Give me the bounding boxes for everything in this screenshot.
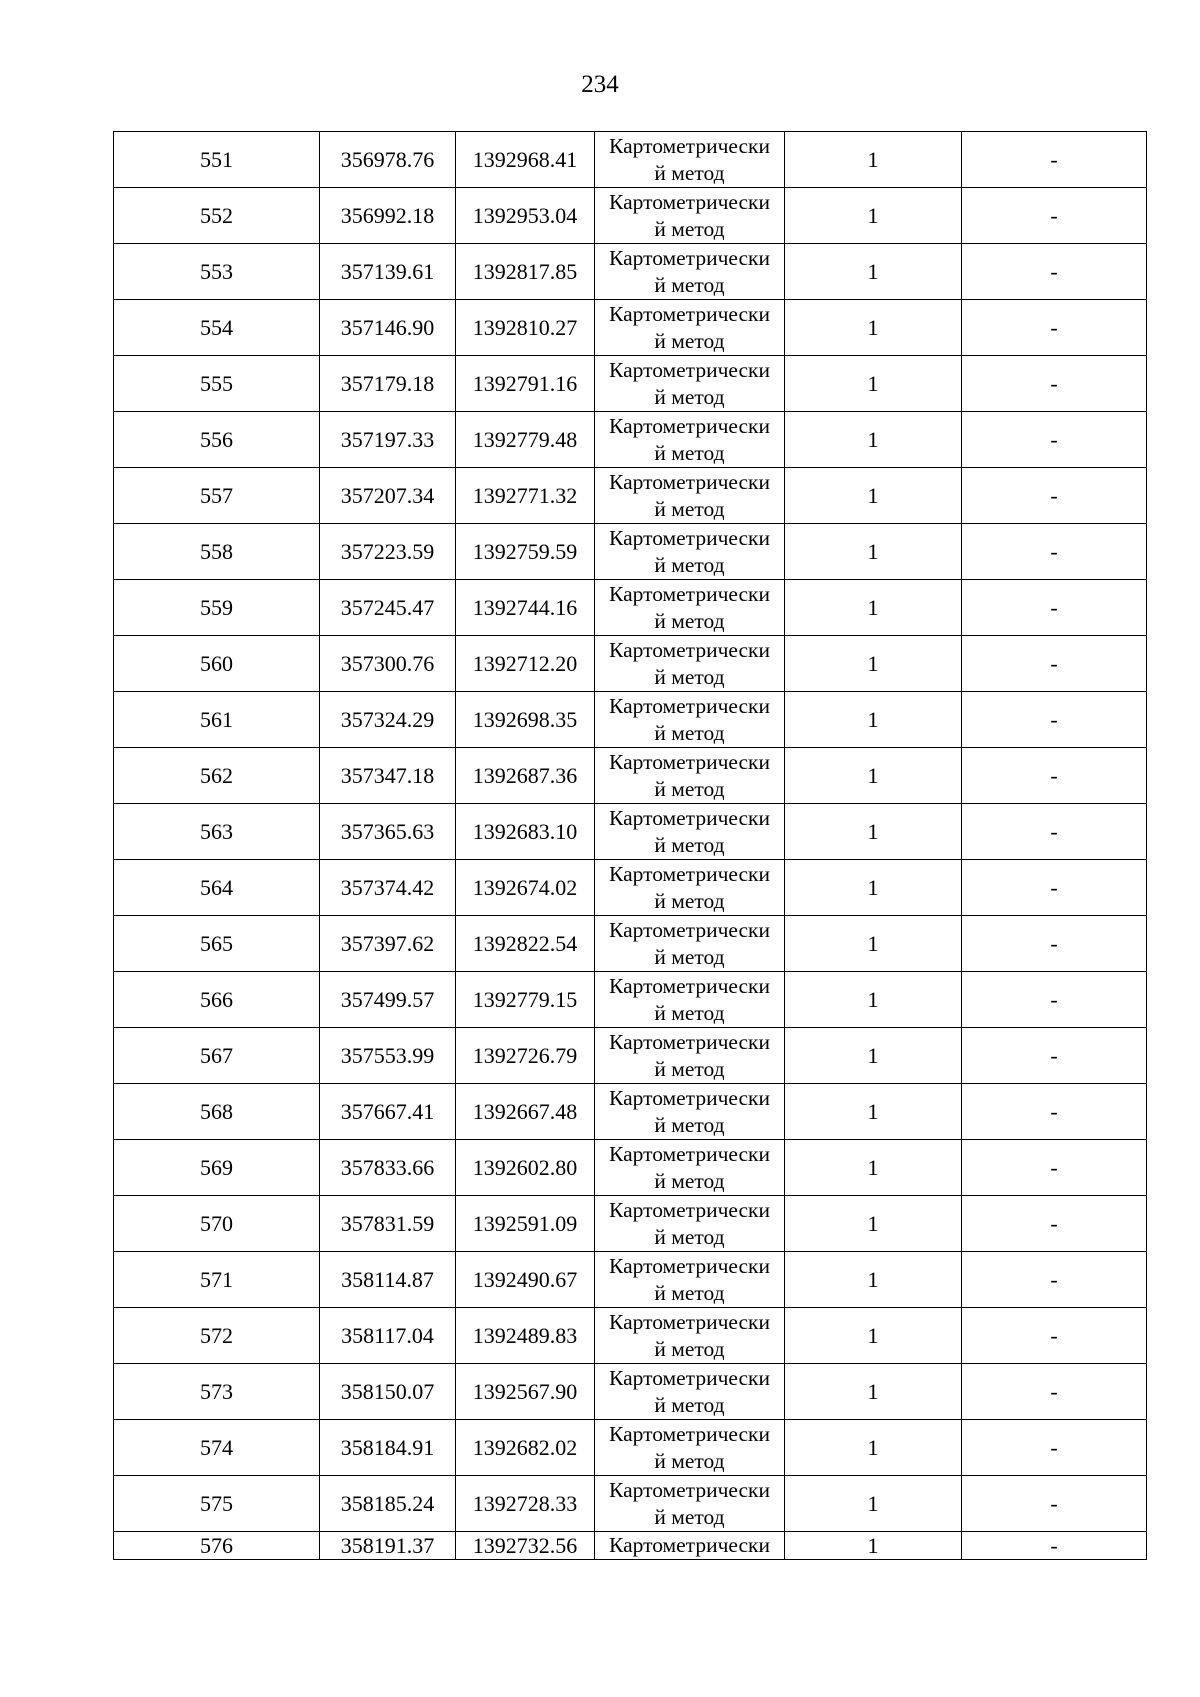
note-cell: -: [962, 692, 1147, 748]
method-text-line: й метод: [654, 1336, 725, 1361]
method-text-line: Картометрически: [609, 469, 770, 494]
method-cell: [595, 1476, 785, 1532]
accuracy-cell: 1: [785, 804, 962, 860]
method-text-line: й метод: [654, 1392, 725, 1417]
method-text-line: й метод: [654, 832, 725, 857]
y-coordinate-cell: 1392779.48: [456, 412, 595, 468]
x-coordinate-cell: 357223.59: [320, 524, 456, 580]
point-number-cell: 566: [114, 972, 320, 1028]
table-row: [114, 132, 1147, 188]
method-cell: [595, 188, 785, 244]
x-coordinate-cell: 358191.37: [320, 1532, 456, 1560]
method-text-line: Картометрически: [609, 973, 770, 998]
method-cell: [595, 1308, 785, 1364]
method-text-line: Картометрически: [609, 1141, 770, 1166]
table-row: [114, 1140, 1147, 1196]
note-cell: -: [962, 300, 1147, 356]
method-text-line: й метод: [654, 1280, 725, 1305]
table-row: [114, 1364, 1147, 1420]
method-cell: [595, 524, 785, 580]
table-row: [114, 412, 1147, 468]
y-coordinate-cell: 1392674.02: [456, 860, 595, 916]
table-row: [114, 468, 1147, 524]
method-text-line: Картометрически: [609, 1253, 770, 1278]
method-cell: [595, 356, 785, 412]
accuracy-cell: 1: [785, 1028, 962, 1084]
method-cell: [595, 748, 785, 804]
method-text-line: Картометрически: [609, 861, 770, 886]
y-coordinate-cell: 1392791.16: [456, 356, 595, 412]
method-text-line: Картометрически: [609, 1309, 770, 1334]
x-coordinate-cell: 357179.18: [320, 356, 456, 412]
method-text-line: й метод: [654, 384, 725, 409]
accuracy-cell: 1: [785, 300, 962, 356]
y-coordinate-cell: 1392698.35: [456, 692, 595, 748]
table-row: [114, 748, 1147, 804]
method-cell: [595, 244, 785, 300]
point-number-cell: 568: [114, 1084, 320, 1140]
method-text-line: й метод: [654, 1168, 725, 1193]
y-coordinate-cell: 1392712.20: [456, 636, 595, 692]
accuracy-cell: 1: [785, 468, 962, 524]
x-coordinate-cell: 356978.76: [320, 132, 456, 188]
method-text-line: Картометрически: [609, 1477, 770, 1502]
table-row: [114, 1084, 1147, 1140]
point-number-cell: 551: [114, 132, 320, 188]
y-coordinate-cell: 1392968.41: [456, 132, 595, 188]
method-cell: [595, 692, 785, 748]
x-coordinate-cell: 357499.57: [320, 972, 456, 1028]
method-text-line: Картометрически: [609, 1421, 770, 1446]
note-cell: -: [962, 1476, 1147, 1532]
method-cell: [595, 972, 785, 1028]
note-cell: -: [962, 188, 1147, 244]
method-text-line: Картометрически: [609, 245, 770, 270]
table-row: [114, 1420, 1147, 1476]
note-cell: -: [962, 1084, 1147, 1140]
y-coordinate-cell: 1392490.67: [456, 1252, 595, 1308]
method-text-line: Картометрически: [609, 637, 770, 662]
x-coordinate-cell: 357197.33: [320, 412, 456, 468]
table-row: [114, 1196, 1147, 1252]
table-row: [114, 1532, 1147, 1560]
method-cell: [595, 468, 785, 524]
y-coordinate-cell: 1392817.85: [456, 244, 595, 300]
method-cell: [595, 412, 785, 468]
x-coordinate-cell: 357553.99: [320, 1028, 456, 1084]
table-row: [114, 804, 1147, 860]
x-coordinate-cell: 357831.59: [320, 1196, 456, 1252]
point-number-cell: 559: [114, 580, 320, 636]
y-coordinate-cell: 1392687.36: [456, 748, 595, 804]
accuracy-cell: 1: [785, 860, 962, 916]
method-text-line: й метод: [654, 608, 725, 633]
method-cell: [595, 580, 785, 636]
point-number-cell: 570: [114, 1196, 320, 1252]
accuracy-cell: 1: [785, 748, 962, 804]
y-coordinate-cell: 1392683.10: [456, 804, 595, 860]
x-coordinate-cell: 357146.90: [320, 300, 456, 356]
point-number-cell: 565: [114, 916, 320, 972]
point-number-cell: 555: [114, 356, 320, 412]
method-cell: [595, 1028, 785, 1084]
x-coordinate-cell: 357365.63: [320, 804, 456, 860]
accuracy-cell: 1: [785, 1252, 962, 1308]
method-text-line: Картометрически: [609, 413, 770, 438]
accuracy-cell: 1: [785, 1196, 962, 1252]
note-cell: -: [962, 580, 1147, 636]
note-cell: -: [962, 916, 1147, 972]
note-cell: -: [962, 356, 1147, 412]
point-number-cell: 556: [114, 412, 320, 468]
y-coordinate-cell: 1392744.16: [456, 580, 595, 636]
x-coordinate-cell: 357324.29: [320, 692, 456, 748]
method-text-line: й метод: [654, 1224, 725, 1249]
table-row: [114, 1028, 1147, 1084]
x-coordinate-cell: 356992.18: [320, 188, 456, 244]
method-text-line: Картометрически: [609, 1085, 770, 1110]
method-text-line: й метод: [654, 888, 725, 913]
point-number-cell: 552: [114, 188, 320, 244]
table-row: [114, 244, 1147, 300]
method-text-line: й метод: [654, 216, 725, 241]
note-cell: -: [962, 524, 1147, 580]
accuracy-cell: 1: [785, 1364, 962, 1420]
accuracy-cell: 1: [785, 972, 962, 1028]
note-cell: -: [962, 468, 1147, 524]
point-number-cell: 562: [114, 748, 320, 804]
note-cell: -: [962, 132, 1147, 188]
accuracy-cell: 1: [785, 1084, 962, 1140]
table-row: [114, 188, 1147, 244]
y-coordinate-cell: 1392726.79: [456, 1028, 595, 1084]
point-number-cell: 557: [114, 468, 320, 524]
method-cell: [595, 1196, 785, 1252]
method-text-line: Картометрически: [609, 1365, 770, 1390]
accuracy-cell: 1: [785, 1140, 962, 1196]
table-row: [114, 692, 1147, 748]
method-text-line: Картометрически: [609, 301, 770, 326]
accuracy-cell: 1: [785, 524, 962, 580]
table-row: [114, 356, 1147, 412]
method-text-line: Картометрически: [609, 525, 770, 550]
x-coordinate-cell: 357207.34: [320, 468, 456, 524]
x-coordinate-cell: 357300.76: [320, 636, 456, 692]
accuracy-cell: 1: [785, 580, 962, 636]
x-coordinate-cell: 358184.91: [320, 1420, 456, 1476]
table-row: [114, 300, 1147, 356]
accuracy-cell: 1: [785, 1308, 962, 1364]
method-text-line: й метод: [654, 272, 725, 297]
method-text-line: Картометрически: [609, 749, 770, 774]
note-cell: -: [962, 412, 1147, 468]
note-cell: -: [962, 748, 1147, 804]
x-coordinate-cell: 358150.07: [320, 1364, 456, 1420]
point-number-cell: 560: [114, 636, 320, 692]
method-cell: [595, 300, 785, 356]
method-text-line: Картометрически: [609, 917, 770, 942]
method-cell: [595, 1252, 785, 1308]
method-text-line: Картометрически: [609, 1029, 770, 1054]
y-coordinate-cell: 1392489.83: [456, 1308, 595, 1364]
coordinates-table: [113, 131, 1147, 1560]
accuracy-cell: 1: [785, 244, 962, 300]
table-row: [114, 972, 1147, 1028]
table-row: [114, 524, 1147, 580]
method-text-line: й метод: [654, 496, 725, 521]
x-coordinate-cell: 358117.04: [320, 1308, 456, 1364]
method-cell: [595, 916, 785, 972]
method-text-line: й метод: [654, 1504, 725, 1529]
point-number-cell: 576: [114, 1532, 320, 1560]
x-coordinate-cell: 358114.87: [320, 1252, 456, 1308]
method-text-line: й метод: [654, 1112, 725, 1137]
table-row: [114, 916, 1147, 972]
accuracy-cell: 1: [785, 1532, 962, 1560]
x-coordinate-cell: 358185.24: [320, 1476, 456, 1532]
accuracy-cell: 1: [785, 916, 962, 972]
method-cell: [595, 636, 785, 692]
x-coordinate-cell: 357139.61: [320, 244, 456, 300]
x-coordinate-cell: 357397.62: [320, 916, 456, 972]
method-text-line: Картометрически: [609, 133, 770, 158]
y-coordinate-cell: 1392667.48: [456, 1084, 595, 1140]
accuracy-cell: 1: [785, 132, 962, 188]
note-cell: -: [962, 636, 1147, 692]
x-coordinate-cell: 357667.41: [320, 1084, 456, 1140]
method-cell: [595, 1532, 785, 1560]
y-coordinate-cell: 1392732.56: [456, 1532, 595, 1560]
note-cell: -: [962, 972, 1147, 1028]
note-cell: -: [962, 1252, 1147, 1308]
y-coordinate-cell: 1392771.32: [456, 468, 595, 524]
y-coordinate-cell: 1392779.15: [456, 972, 595, 1028]
method-text-line: й метод: [654, 440, 725, 465]
accuracy-cell: 1: [785, 636, 962, 692]
x-coordinate-cell: 357347.18: [320, 748, 456, 804]
note-cell: -: [962, 1028, 1147, 1084]
method-text-line: й метод: [654, 1000, 725, 1025]
y-coordinate-cell: 1392810.27: [456, 300, 595, 356]
note-cell: -: [962, 1140, 1147, 1196]
method-text-line: й метод: [654, 776, 725, 801]
note-cell: -: [962, 1532, 1147, 1560]
point-number-cell: 569: [114, 1140, 320, 1196]
table-row: [114, 1252, 1147, 1308]
method-text-line: Картометрически: [609, 693, 770, 718]
page-number: 234: [581, 71, 619, 98]
y-coordinate-cell: 1392759.59: [456, 524, 595, 580]
table-row: [114, 1476, 1147, 1532]
table-row: [114, 1308, 1147, 1364]
point-number-cell: 564: [114, 860, 320, 916]
method-cell: [595, 1084, 785, 1140]
point-number-cell: 563: [114, 804, 320, 860]
coordinates-table-body: [114, 132, 1147, 1560]
note-cell: -: [962, 860, 1147, 916]
accuracy-cell: 1: [785, 1476, 962, 1532]
table-row: [114, 636, 1147, 692]
point-number-cell: 572: [114, 1308, 320, 1364]
table-row: [114, 580, 1147, 636]
point-number-cell: 554: [114, 300, 320, 356]
method-text-line: й метод: [654, 552, 725, 577]
note-cell: -: [962, 1308, 1147, 1364]
y-coordinate-cell: 1392728.33: [456, 1476, 595, 1532]
method-cell: [595, 1364, 785, 1420]
y-coordinate-cell: 1392822.54: [456, 916, 595, 972]
x-coordinate-cell: 357833.66: [320, 1140, 456, 1196]
method-text-line: й метод: [654, 944, 725, 969]
accuracy-cell: 1: [785, 412, 962, 468]
point-number-cell: 561: [114, 692, 320, 748]
point-number-cell: 567: [114, 1028, 320, 1084]
y-coordinate-cell: 1392591.09: [456, 1196, 595, 1252]
point-number-cell: 558: [114, 524, 320, 580]
note-cell: -: [962, 244, 1147, 300]
method-cell: [595, 804, 785, 860]
method-text-line: й метод: [654, 720, 725, 745]
method-cell: [595, 1140, 785, 1196]
method-text-line: й метод: [654, 1056, 725, 1081]
accuracy-cell: 1: [785, 1420, 962, 1476]
method-cell: [595, 860, 785, 916]
point-number-cell: 575: [114, 1476, 320, 1532]
method-text-line: й метод: [654, 160, 725, 185]
y-coordinate-cell: 1392682.02: [456, 1420, 595, 1476]
note-cell: -: [962, 804, 1147, 860]
note-cell: -: [962, 1364, 1147, 1420]
method-text-line: й метод: [654, 1448, 725, 1473]
method-text-line: Картометрически: [609, 189, 770, 214]
method-text-line: й метод: [654, 328, 725, 353]
method-text-line: й метод: [654, 664, 725, 689]
x-coordinate-cell: 357245.47: [320, 580, 456, 636]
note-cell: -: [962, 1196, 1147, 1252]
y-coordinate-cell: 1392953.04: [456, 188, 595, 244]
method-text-line: Картометрически: [609, 1533, 770, 1557]
accuracy-cell: 1: [785, 188, 962, 244]
point-number-cell: 571: [114, 1252, 320, 1308]
accuracy-cell: 1: [785, 356, 962, 412]
method-cell: [595, 1420, 785, 1476]
point-number-cell: 573: [114, 1364, 320, 1420]
y-coordinate-cell: 1392602.80: [456, 1140, 595, 1196]
point-number-cell: 574: [114, 1420, 320, 1476]
x-coordinate-cell: 357374.42: [320, 860, 456, 916]
method-text-line: Картометрически: [609, 1197, 770, 1222]
point-number-cell: 553: [114, 244, 320, 300]
method-text-line: Картометрически: [609, 357, 770, 382]
method-text-line: Картометрически: [609, 805, 770, 830]
y-coordinate-cell: 1392567.90: [456, 1364, 595, 1420]
method-cell: [595, 132, 785, 188]
table-row: [114, 860, 1147, 916]
method-text-line: Картометрически: [609, 581, 770, 606]
accuracy-cell: 1: [785, 692, 962, 748]
note-cell: -: [962, 1420, 1147, 1476]
